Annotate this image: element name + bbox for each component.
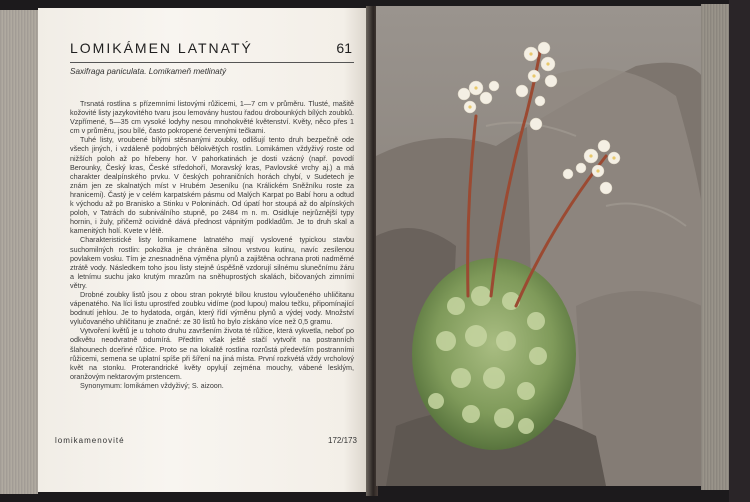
plate-number: 172/173 <box>328 436 357 445</box>
running-title: LOMIKÁMEN LATNATÝ <box>70 40 253 56</box>
flower-illustration <box>376 6 702 486</box>
page-edges-left <box>0 10 38 494</box>
paragraph: Drobné zoubky listů jsou z obou stran pokryté bílou krustou vyloučeného uhličitanu vápenatého. Na líci listu uprostřed zoubku vidíme (pod lupou) malou tečku, připomínající bodnutí jehlou. Je to hydatoda, orgán, který řídí výměnu plynů a výdej vody. Množství vylučovaného uhličitanu je značné: ze 30 listů ho bylo získáno více než 0,5 gramu. <box>70 289 354 327</box>
paragraph: Synonymum: lomikámen vždyživý; S. aizoon. <box>80 380 224 390</box>
paragraph: Tuhé listy, vroubené bílými stěsnanými zoubky, odlišují tento druh bezpečně ode všech jiných, i vzdáleně podobných bělokvětých rostlin. Lomikámen vždyživý roste od nižších poloh až po hřebeny hor. V pahorkatinách je dosti vzácný (např. povodí Berounky, Český kras, České středohoří, Moravský kras, Pavlovské vrchy aj.) a má charakter dealpínského prvku. V českých pohraničních horách chybí, v Sudetech je znám jen ze skalnatých míst v Hrubém Jeseníku (na Králickém Sněžníku roste za hranicemi). Častý je v celém karpatském pásmu od Malých Karpat po Babí horu a odtud k východu až po Branisko a Stinku v Poloninách. Od úpatí hor stoupá až do alpínských poloh, v Tatrách do subniválního stupně, po 2484 m n. m. Osidluje nejrůznější typy hornin, i žuly, přičemž ocividně dává přednost vápnitým podkladům. Je to druh skal a kamenitých holí. Kvete v létě. <box>70 135 354 236</box>
body-text <box>70 99 354 390</box>
header-rule <box>70 62 354 63</box>
family-footer: lomikamenovité <box>55 436 125 445</box>
page-number: 61 <box>336 40 352 56</box>
paragraph: Vytvoření květů je u tohoto druhu završením života té růžice, která vykvetla, neboť po odkvětu neodvratně odumírá. Předtím však ještě stačí vytvořit na postranních šlahounech dceřiné růžice. Proto se na lokalitě rostlina rozrůstá především postranními růžicemi, semena se uplatní spíše při šíření na jiná místa. První rozkvétá vždy vrcholový květ na stonku. Proterandrické květy opylují zejména mouchy, vábené lesklým, oranžovým nektarovým prstencem. <box>70 326 354 381</box>
running-head <box>70 40 354 62</box>
book-cover-edge <box>729 0 750 502</box>
paragraph: Charakteristické listy lomikamene latnatého mají vyslovené typickou stavbu suchomilných rostlin: pokožka je chráněna silnou vrstvou kutinu, navíc zesílenou povlakem vosku. Tím je znesnadněna výměna plynů a zajištěna ochrana proti nadměrné ztrátě vody. Následkem toho jsou listy stejně úspěšně vzdorují silnému slunečnímu žáru a letnímu suchu jako krutým mrazům na sněhuprostých skalách, bičovaných zimními větry. <box>70 235 354 290</box>
paragraph: Trsnatá rostlina s přízemními listovými růžicemi, 1—7 cm v průměru. Tlusté, mašitě kožovité listy jazykovitého tvaru jsou lemovány hustou řadou drobounkých bílých zoubků. Vzpřímené, 5—35 cm vysoké lodyhy nesou mnohokvěté květenství. Květy, něco přes 1 cm v průměru, jsou bílé, často pokropené červenými tečkami. <box>70 99 354 136</box>
species-subtitle: Saxifraga paniculata. Lomikameň metlinatý <box>70 67 227 76</box>
saxifrage-flower-photo <box>376 6 702 486</box>
page-edges-right <box>701 4 729 490</box>
